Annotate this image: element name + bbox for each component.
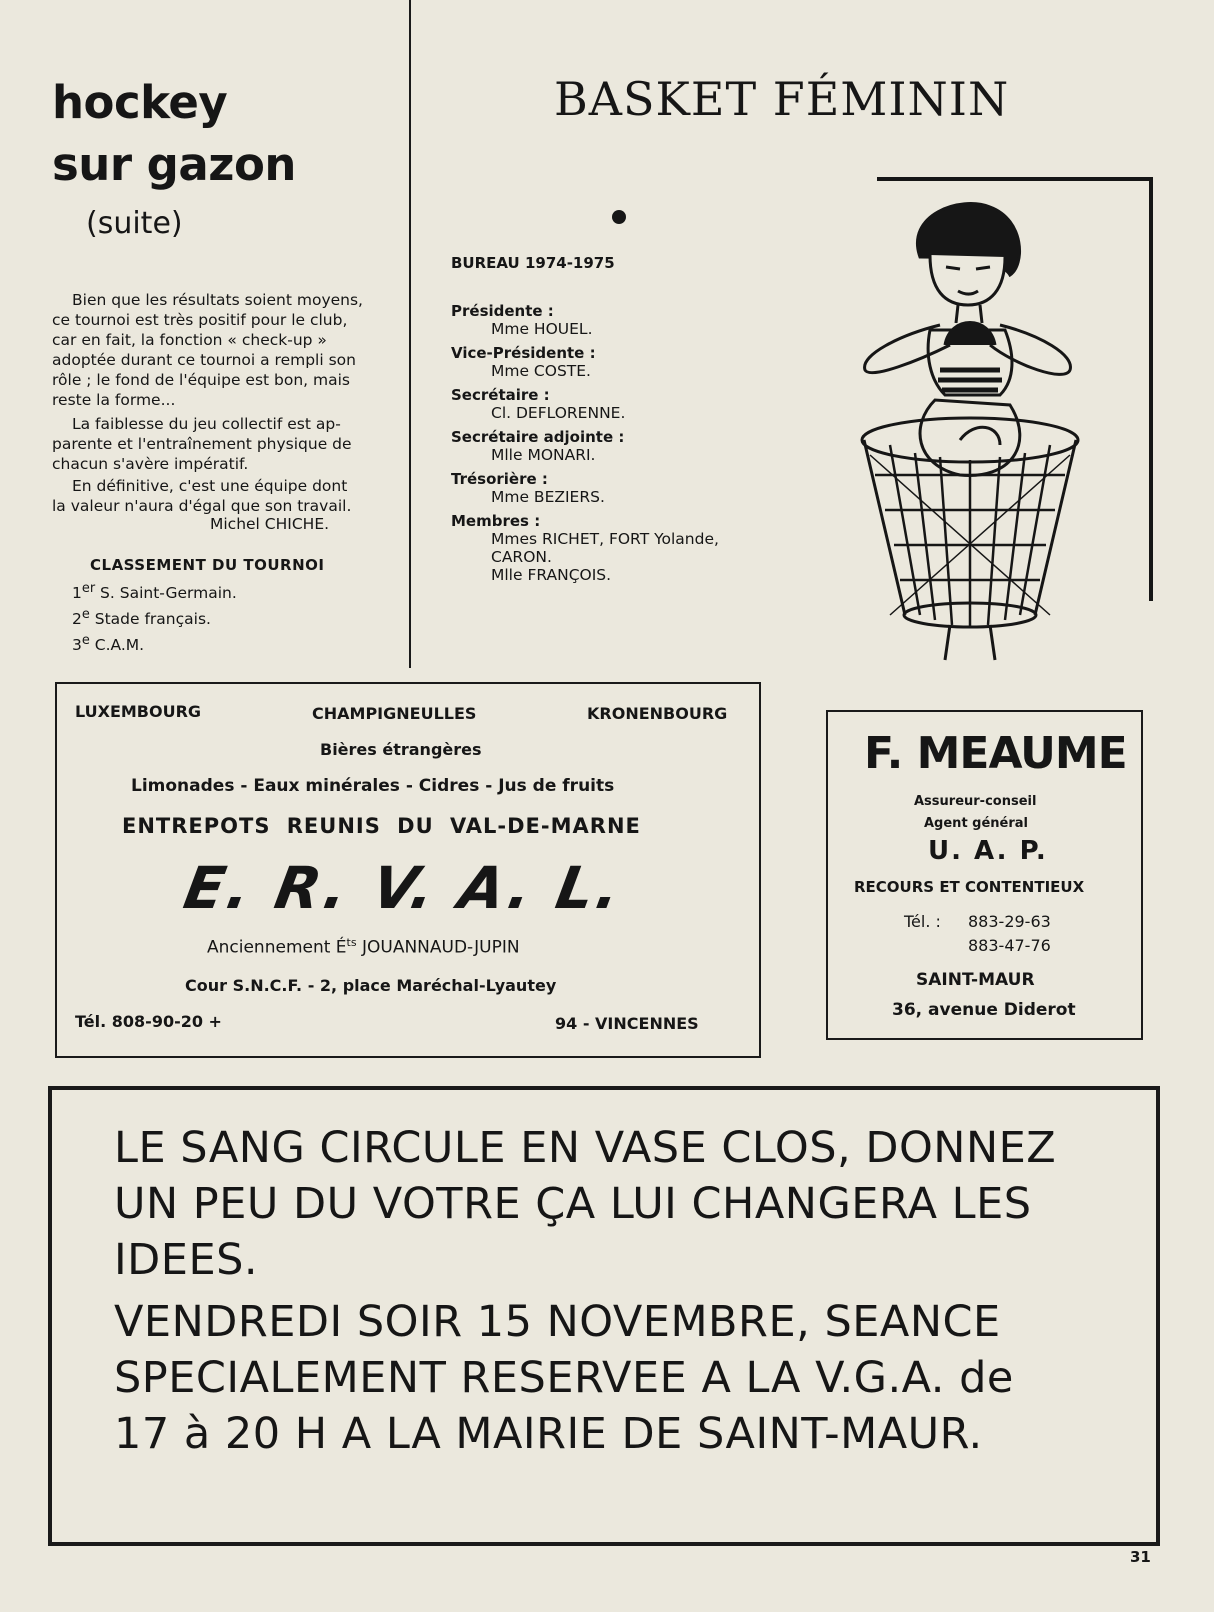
address: Cour S.N.C.F. - 2, place Maréchal-Lyautey — [185, 976, 557, 995]
hockey-title-line1: hockey — [52, 76, 228, 129]
classement-item: 1er S. Saint-Germain. — [72, 581, 237, 603]
role-name: CARON. — [491, 548, 552, 566]
para1-line: ce tournoi est très positif pour le club, — [52, 311, 348, 329]
meaume-title2: Agent général — [924, 816, 1029, 831]
notice-line: VENDREDI SOIR 15 NOVEMBRE, SEANCE — [114, 1297, 1001, 1347]
para1-line: Bien que les résultats soient moyens, — [72, 291, 363, 309]
hockey-paragraph-1 — [52, 290, 388, 410]
role-label: Trésorière : — [451, 470, 548, 488]
classement-list — [72, 578, 237, 656]
role-label: Vice-Présidente : — [451, 344, 596, 362]
para2-line: chacun s'avère impératif. — [52, 455, 249, 473]
blood-notice-text — [114, 1120, 1114, 1462]
role-name: Mme COSTE. — [491, 362, 591, 380]
meaume-title1: Assureur-conseil — [914, 794, 1037, 809]
para3-line: la valeur n'aura d'égal que son travail. — [52, 497, 352, 515]
meaume-name: F. MEAUME — [864, 728, 1127, 779]
blood-donation-box — [48, 1086, 1160, 1546]
role-name: Mme BEZIERS. — [491, 488, 605, 506]
role-name: Mlle MONARI. — [491, 446, 596, 464]
bureau-title: BUREAU 1974-1975 — [451, 254, 615, 272]
para1-line: adoptée durant ce tournoi a rempli son — [52, 351, 356, 369]
notice-line: LE SANG CIRCULE EN VASE CLOS, DONNEZ — [114, 1123, 1057, 1173]
role-name: Mlle FRANÇOIS. — [491, 566, 612, 584]
para3-line: En définitive, c'est une équipe dont — [72, 477, 348, 495]
hockey-suite: (suite) — [86, 206, 183, 241]
basket-title: BASKET FÉMININ — [554, 72, 1010, 126]
classement-item: 3e C.A.M. — [72, 633, 145, 655]
uap: U. A. P. — [928, 836, 1048, 866]
classement-item: 2e Stade français. — [72, 607, 211, 629]
classement-title: CLASSEMENT DU TOURNOI — [90, 556, 325, 574]
company-name: ENTREPOTS REUNIS DU VAL-DE-MARNE — [122, 814, 641, 838]
role-label: Secrétaire adjointe : — [451, 428, 625, 446]
brand-kronenbourg: KRONENBOURG — [587, 704, 728, 723]
service-line: RECOURS ET CONTENTIEUX — [854, 878, 1085, 896]
role-label: Secrétaire : — [451, 386, 550, 404]
tel-1: 883-29-63 — [968, 912, 1051, 931]
para1-line: rôle ; le fond de l'équipe est bon, mais — [52, 371, 351, 389]
para1-line: car en fait, la fonction « check-up » — [52, 331, 327, 349]
page-number: 31 — [1130, 1548, 1151, 1566]
tel-label: Tél. : — [904, 912, 941, 931]
meaume-address: 36, avenue Diderot — [892, 1000, 1076, 1020]
para2-line: La faiblesse du jeu collectif est ap- — [72, 415, 341, 433]
ervl-logo: E. R. V. A. L. — [179, 854, 629, 922]
phone: Tél. 808-90-20 + — [75, 1012, 222, 1031]
basket-woman-illustration — [850, 195, 1090, 665]
brand-champigneulles: CHAMPIGNEULLES — [312, 704, 477, 723]
hockey-paragraph-2 — [52, 414, 388, 474]
para1-line: reste la forme... — [52, 391, 176, 409]
ervl-ad-box — [55, 682, 761, 1058]
role-name: Mmes RICHET, FORT Yolande, — [491, 530, 719, 548]
notice-line: UN PEU DU VOTRE ÇA LUI CHANGERA LES — [114, 1179, 1032, 1229]
bieres-etrangeres: Bières étrangères — [320, 740, 482, 759]
drinks-line: Limonades - Eaux minérales - Cidres - Jus de fruits — [131, 776, 615, 796]
hockey-title — [52, 72, 296, 196]
bullet-dot — [612, 210, 626, 224]
role-label: Présidente : — [451, 302, 554, 320]
role-label: Membres : — [451, 512, 541, 530]
column-divider — [409, 0, 411, 668]
bureau-list — [451, 302, 801, 584]
hockey-paragraph-3 — [52, 476, 388, 516]
para2-line: parente et l'entraînement physique de — [52, 435, 352, 453]
brand-luxembourg: LUXEMBOURG — [75, 702, 202, 721]
tel-2: 883-47-76 — [968, 936, 1051, 955]
city: 94 - VINCENNES — [555, 1014, 699, 1033]
role-name: Cl. DEFLORENNE. — [491, 404, 626, 422]
meaume-city: SAINT-MAUR — [916, 970, 1035, 990]
notice-line: 17 à 20 H A LA MAIRIE DE SAINT-MAUR. — [114, 1409, 983, 1459]
role-name: Mme HOUEL. — [491, 320, 593, 338]
notice-line: SPECIALEMENT RESERVEE A LA V.G.A. de — [114, 1353, 1014, 1403]
hockey-title-line2: sur gazon — [52, 138, 296, 191]
former-name: Anciennement $É^{ts}$ JOUANNAUD-JUPIN — [207, 936, 520, 958]
notice-line: IDEES. — [114, 1235, 259, 1285]
meaume-ad-box — [826, 710, 1143, 1040]
signature: Michel CHICHE. — [210, 515, 330, 533]
